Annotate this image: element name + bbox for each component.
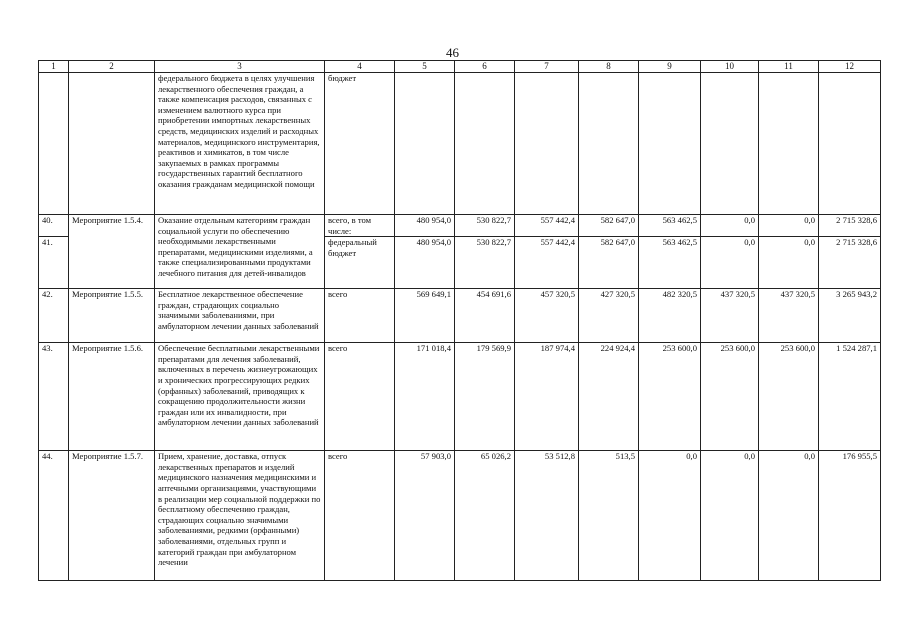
value-cell: 2 715 328,6 [819, 215, 881, 237]
measure-description: Обеспечение бесплатными лекарственными препаратами для лечения заболеваний, включенных в перечень жизнеугрожающих и хронических прогрессирующих редких (орфанных) заболеваний, приводящих к сокращению продолжительности жизни граждан или их инвалидности, при амбулаторном лечении данных заболеваний [155, 343, 325, 451]
value-cell: 253 600,0 [701, 343, 759, 451]
row-number: 44. [39, 451, 69, 581]
measure-description: федерального бюджета в целях улучшения лекарственного обеспечения граждан, а также компенсация расходов, связанных с изменением валютного курса при приобретении импортных лекарственных средств, медицинских изделий и расходных материалов, медицинского инструментария, реактивов и химикатов, в том числе закупаемых в рамках программы государственных гарантий бесплатного оказания гражданам медицинской помощи [155, 73, 325, 215]
column-header: 12 [819, 61, 881, 73]
value-cell: 224 924,4 [579, 343, 639, 451]
funding-source: всего [325, 289, 395, 343]
budget-table [38, 60, 881, 581]
measure-description: Оказание отдельным категориям граждан социальной услуги по обеспечению необходимыми лекарственными препаратами, медицинскими изделиями, а также специализированными продуктами лечебного питания для детей-инвалидов [155, 215, 325, 289]
value-cell: 530 822,7 [455, 237, 515, 289]
value-cell: 530 822,7 [455, 215, 515, 237]
row-number: 41. [39, 237, 69, 289]
value-cell: 2 715 328,6 [819, 237, 881, 289]
row-number: 43. [39, 343, 69, 451]
column-header: 2 [69, 61, 155, 73]
value-cell: 187 974,4 [515, 343, 579, 451]
value-cell: 0,0 [701, 451, 759, 581]
value-cell: 0,0 [759, 451, 819, 581]
value-cell: 557 442,4 [515, 215, 579, 237]
value-cell: 437 320,5 [701, 289, 759, 343]
funding-source: бюджет [325, 73, 395, 215]
table-row [39, 451, 881, 581]
measure-name: Мероприятие 1.5.5. [69, 289, 155, 343]
measure-name: Мероприятие 1.5.4. [69, 215, 155, 289]
value-cell: 582 647,0 [579, 237, 639, 289]
column-header: 11 [759, 61, 819, 73]
value-cell: 253 600,0 [639, 343, 701, 451]
funding-source: федеральный бюджет [325, 237, 395, 289]
value-cell: 513,5 [579, 451, 639, 581]
value-cell: 482 320,5 [639, 289, 701, 343]
value-cell: 480 954,0 [395, 237, 455, 289]
measure-description: Прием, хранение, доставка, отпуск лекарственных препаратов и изделий медицинского назначения медицинскими и аптечными организациями, участвующими в реализации мер социальной поддержки по бесплатному обеспечению граждан, страдающих социально значимыми заболеваниями, редкими (орфанными) заболеваниями, отдельных групп и категорий граждан при амбулаторном лечении [155, 451, 325, 581]
page-number: 46 [446, 45, 459, 60]
value-cell: 569 649,1 [395, 289, 455, 343]
column-header: 5 [395, 61, 455, 73]
value-cell: 563 462,5 [639, 237, 701, 289]
table-row [39, 73, 881, 215]
column-header: 3 [155, 61, 325, 73]
column-header: 6 [455, 61, 515, 73]
column-header: 4 [325, 61, 395, 73]
table-row [39, 289, 881, 343]
column-header: 7 [515, 61, 579, 73]
funding-source: всего [325, 451, 395, 581]
column-header: 8 [579, 61, 639, 73]
column-header: 10 [701, 61, 759, 73]
value-cell: 57 903,0 [395, 451, 455, 581]
value-cell: 1 524 287,1 [819, 343, 881, 451]
value-cell: 176 955,5 [819, 451, 881, 581]
value-cell: 557 442,4 [515, 237, 579, 289]
value-cell: 0,0 [701, 215, 759, 237]
value-cell: 480 954,0 [395, 215, 455, 237]
measure-description: Бесплатное лекарственное обеспечение граждан, страдающих социально значимыми заболеваниями, при амбулаторном лечении данных заболеваний [155, 289, 325, 343]
table-row [39, 343, 881, 451]
measure-name: Мероприятие 1.5.6. [69, 343, 155, 451]
table-row [39, 215, 881, 237]
value-cell: 179 569,9 [455, 343, 515, 451]
funding-source: всего, в том числе: [325, 215, 395, 237]
column-header-row [39, 61, 881, 73]
value-cell: 65 026,2 [455, 451, 515, 581]
value-cell: 427 320,5 [579, 289, 639, 343]
value-cell: 457 320,5 [515, 289, 579, 343]
measure-name: Мероприятие 1.5.7. [69, 451, 155, 581]
value-cell: 0,0 [759, 237, 819, 289]
column-header: 9 [639, 61, 701, 73]
row-number: 40. [39, 215, 69, 237]
value-cell: 0,0 [701, 237, 759, 289]
value-cell: 0,0 [639, 451, 701, 581]
value-cell: 0,0 [759, 215, 819, 237]
row-number: 42. [39, 289, 69, 343]
value-cell: 253 600,0 [759, 343, 819, 451]
value-cell: 582 647,0 [579, 215, 639, 237]
column-header: 1 [39, 61, 69, 73]
value-cell: 171 018,4 [395, 343, 455, 451]
funding-source: всего [325, 343, 395, 451]
value-cell: 454 691,6 [455, 289, 515, 343]
value-cell: 563 462,5 [639, 215, 701, 237]
value-cell: 3 265 943,2 [819, 289, 881, 343]
value-cell: 437 320,5 [759, 289, 819, 343]
value-cell: 53 512,8 [515, 451, 579, 581]
